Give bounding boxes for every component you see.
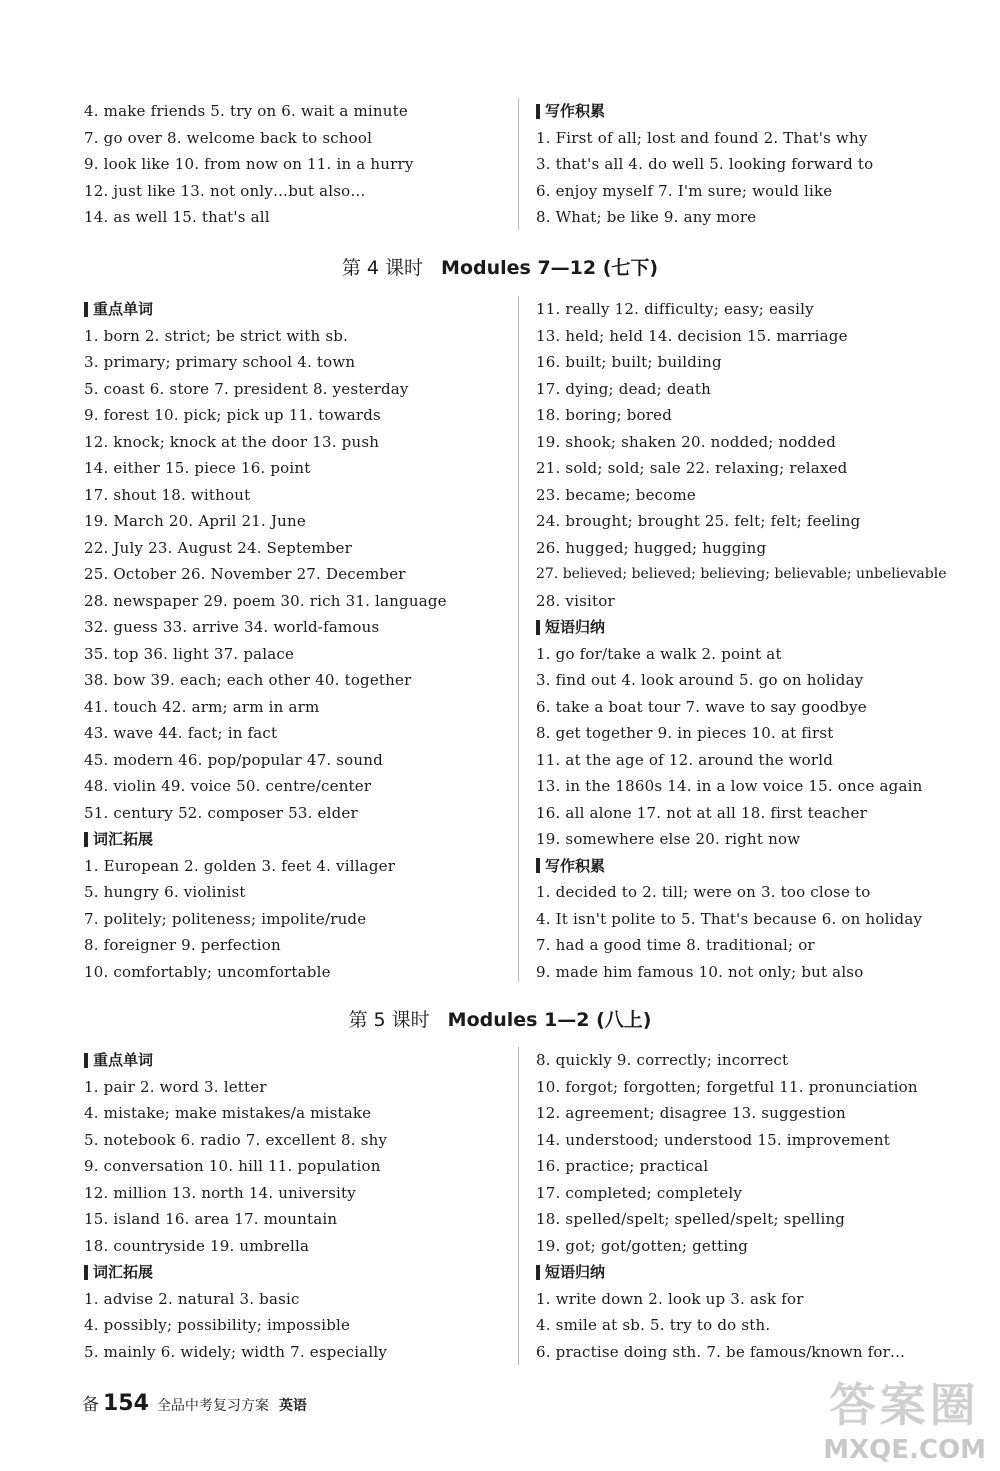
answer-line: 5. coast 6. store 7. president 8. yesterday — [84, 379, 409, 398]
answer-line: 13. in the 1860s 14. in a low voice 15. once again — [536, 777, 923, 795]
answer-line: 16. built; built; building — [536, 353, 722, 371]
answer-line: 7. had a good time 8. traditional; or — [536, 936, 815, 954]
section-header-vocab-expansion: 词汇拓展 — [84, 826, 514, 853]
answer-line: 1. First of all; lost and found 2. That's why — [536, 128, 868, 147]
column-divider — [518, 296, 519, 982]
answer-line: 5. mainly 6. widely; width 7. especially — [84, 1342, 388, 1361]
answer-line: 38. bow 39. each; each other 40. together — [84, 671, 412, 689]
answer-line: 8. foreigner 9. perfection — [84, 936, 281, 954]
answer-line: 1. born 2. strict; be strict with sb. — [84, 326, 349, 345]
section-header-key-words: 重点单词 — [84, 296, 514, 323]
header-bar-icon — [84, 832, 88, 847]
lesson-4-title — [0, 253, 1000, 283]
answer-line: 19. March 20. April 21. June — [84, 512, 306, 530]
answer-line: 27. believed; believed; believing; believable; unbelievable — [536, 566, 947, 582]
header-bar-icon — [536, 858, 540, 873]
answer-line: 17. shout 18. without — [84, 485, 251, 504]
answer-line: 22. July 23. August 24. September — [84, 538, 352, 557]
lesson-5-cn: 第 5 课时 — [348, 1009, 430, 1031]
lesson-5-en: Modules 1—2 (八上) — [447, 1009, 652, 1031]
section-header-vocab-expansion: 词汇拓展 — [84, 1259, 514, 1286]
s3-right-column — [536, 98, 966, 231]
footer-mark: 备 — [82, 1395, 99, 1415]
answer-line: 6. take a boat tour 7. wave to say goodbye — [536, 697, 867, 716]
answer-line: 19. shook; shaken 20. nodded; nodded — [536, 432, 837, 451]
section-header-writing: 写作积累 — [536, 853, 976, 880]
answer-line: 3. that's all 4. do well 5. looking forward to — [536, 155, 874, 173]
page-number: 154 — [103, 1391, 149, 1416]
answer-line: 6. enjoy myself 7. I'm sure; would like — [536, 181, 833, 200]
answer-line: 8. quickly 9. correctly; incorrect — [536, 1051, 789, 1069]
answer-line: 24. brought; brought 25. felt; felt; feeling — [536, 512, 861, 530]
answer-line: 21. sold; sold; sale 22. relaxing; relaxed — [536, 459, 848, 477]
header-bar-icon — [536, 104, 540, 119]
subject-label: 英语 — [278, 1398, 307, 1414]
section-header-phrases: 短语归纳 — [536, 614, 976, 641]
answer-line: 12. million 13. north 14. university — [84, 1183, 356, 1202]
lesson-4-en: Modules 7—12 (七下) — [441, 257, 659, 279]
answer-line: 1. decided to 2. till; were on 3. too close to — [536, 883, 871, 901]
answer-line: 1. advise 2. natural 3. basic — [84, 1289, 300, 1308]
answer-line: 9. look like 10. from now on 11. in a hurry — [84, 155, 414, 173]
answer-line: 1. write down 2. look up 3. ask for — [536, 1289, 804, 1308]
answer-line: 7. politely; politeness; impolite/rude — [84, 909, 367, 928]
answer-line: 10. forgot; forgotten; forgetful 11. pronunciation — [536, 1077, 918, 1096]
lesson-5-title — [0, 1005, 1000, 1035]
answer-line: 28. newspaper 29. poem 30. rich 31. language — [84, 591, 447, 610]
answer-line: 15. island 16. area 17. mountain — [84, 1210, 338, 1228]
answer-line: 9. conversation 10. hill 11. population — [84, 1157, 381, 1175]
answer-line: 28. visitor — [536, 591, 615, 610]
answer-line: 13. held; held 14. decision 15. marriage — [536, 326, 848, 345]
answer-line: 41. touch 42. arm; arm in arm — [84, 697, 320, 716]
answer-line: 19. somewhere else 20. right now — [536, 830, 801, 848]
answer-line: 16. all alone 17. not at all 18. first teacher — [536, 803, 867, 822]
answer-line: 4. possibly; possibility; impossible — [84, 1316, 351, 1334]
answer-line: 10. comfortably; uncomfortable — [84, 962, 331, 981]
section-header-writing: 写作积累 — [536, 98, 966, 125]
answer-line: 18. spelled/spelt; spelled/spelt; spelling — [536, 1210, 846, 1228]
answer-line: 4. smile at sb. 5. try to do sth. — [536, 1316, 771, 1334]
column-divider — [518, 98, 519, 230]
answer-line: 35. top 36. light 37. palace — [84, 644, 295, 663]
answer-line: 25. October 26. November 27. December — [84, 565, 406, 583]
answer-line: 32. guess 33. arrive 34. world-famous — [84, 618, 380, 636]
header-bar-icon — [84, 1053, 88, 1068]
answer-line: 4. make friends 5. try on 6. wait a minute — [84, 102, 408, 120]
column-divider — [518, 1047, 519, 1365]
answer-line: 8. What; be like 9. any more — [536, 208, 757, 226]
watermark-url: MXQE.COM — [823, 1435, 986, 1465]
l4-right-column — [536, 296, 976, 985]
answer-line: 5. notebook 6. radio 7. excellent 8. shy — [84, 1130, 388, 1149]
answer-line: 14. either 15. piece 16. point — [84, 459, 311, 477]
page-footer — [82, 1390, 307, 1416]
answer-line: 51. century 52. composer 53. elder — [84, 803, 358, 822]
answer-line: 7. go over 8. welcome back to school — [84, 128, 373, 147]
answer-line: 17. completed; completely — [536, 1183, 742, 1202]
answer-line: 14. as well 15. that's all — [84, 208, 270, 226]
watermark — [823, 1369, 986, 1465]
l4-left-column — [84, 296, 514, 985]
answer-line: 11. really 12. difficulty; easy; easily — [536, 300, 814, 318]
answer-line: 4. It isn't polite to 5. That's because 6. on holiday — [536, 909, 923, 928]
answer-line: 9. made him famous 10. not only; but also — [536, 962, 864, 981]
header-bar-icon — [536, 1265, 540, 1280]
answer-line: 9. forest 10. pick; pick up 11. towards — [84, 406, 381, 424]
answer-line: 14. understood; understood 15. improvement — [536, 1130, 890, 1149]
answer-line: 4. mistake; make mistakes/a mistake — [84, 1104, 372, 1122]
answer-line: 3. primary; primary school 4. town — [84, 353, 356, 371]
header-bar-icon — [536, 620, 540, 635]
answer-line: 12. just like 13. not only…but also… — [84, 181, 366, 200]
answer-line: 16. practice; practical — [536, 1157, 709, 1175]
answer-line: 23. became; become — [536, 485, 696, 504]
section-header-phrases: 短语归纳 — [536, 1259, 966, 1286]
watermark-text: 答案圈 — [829, 1378, 980, 1432]
answer-line: 12. agreement; disagree 13. suggestion — [536, 1104, 846, 1122]
header-bar-icon — [84, 1265, 88, 1280]
answer-line: 17. dying; dead; death — [536, 379, 711, 398]
answer-line: 1. pair 2. word 3. letter — [84, 1077, 267, 1096]
l5-left-column — [84, 1047, 514, 1365]
lesson-4-cn: 第 4 课时 — [341, 257, 424, 279]
answer-line: 19. got; got/gotten; getting — [536, 1236, 749, 1255]
answer-line: 48. violin 49. voice 50. centre/center — [84, 777, 372, 795]
answer-line: 1. European 2. golden 3. feet 4. villager — [84, 856, 396, 875]
section-header-key-words: 重点单词 — [84, 1047, 514, 1074]
book-title: 全品中考复习方案 — [156, 1398, 269, 1414]
l5-right-column — [536, 1047, 966, 1365]
answer-line: 45. modern 46. pop/popular 47. sound — [84, 750, 383, 769]
header-bar-icon — [84, 302, 88, 317]
answer-line: 43. wave 44. fact; in fact — [84, 724, 278, 742]
answer-line: 5. hungry 6. violinist — [84, 883, 246, 901]
answer-line: 12. knock; knock at the door 13. push — [84, 432, 380, 451]
answer-line: 6. practise doing sth. 7. be famous/known for… — [536, 1342, 906, 1361]
answer-line: 18. boring; bored — [536, 406, 672, 424]
answer-line: 8. get together 9. in pieces 10. at first — [536, 724, 834, 742]
s3-left-column — [84, 98, 514, 231]
answer-line: 1. go for/take a walk 2. point at — [536, 644, 782, 663]
answer-line: 3. find out 4. look around 5. go on holiday — [536, 671, 864, 689]
answer-line: 26. hugged; hugged; hugging — [536, 538, 767, 557]
answer-line: 18. countryside 19. umbrella — [84, 1236, 310, 1255]
answer-line: 11. at the age of 12. around the world — [536, 750, 834, 769]
